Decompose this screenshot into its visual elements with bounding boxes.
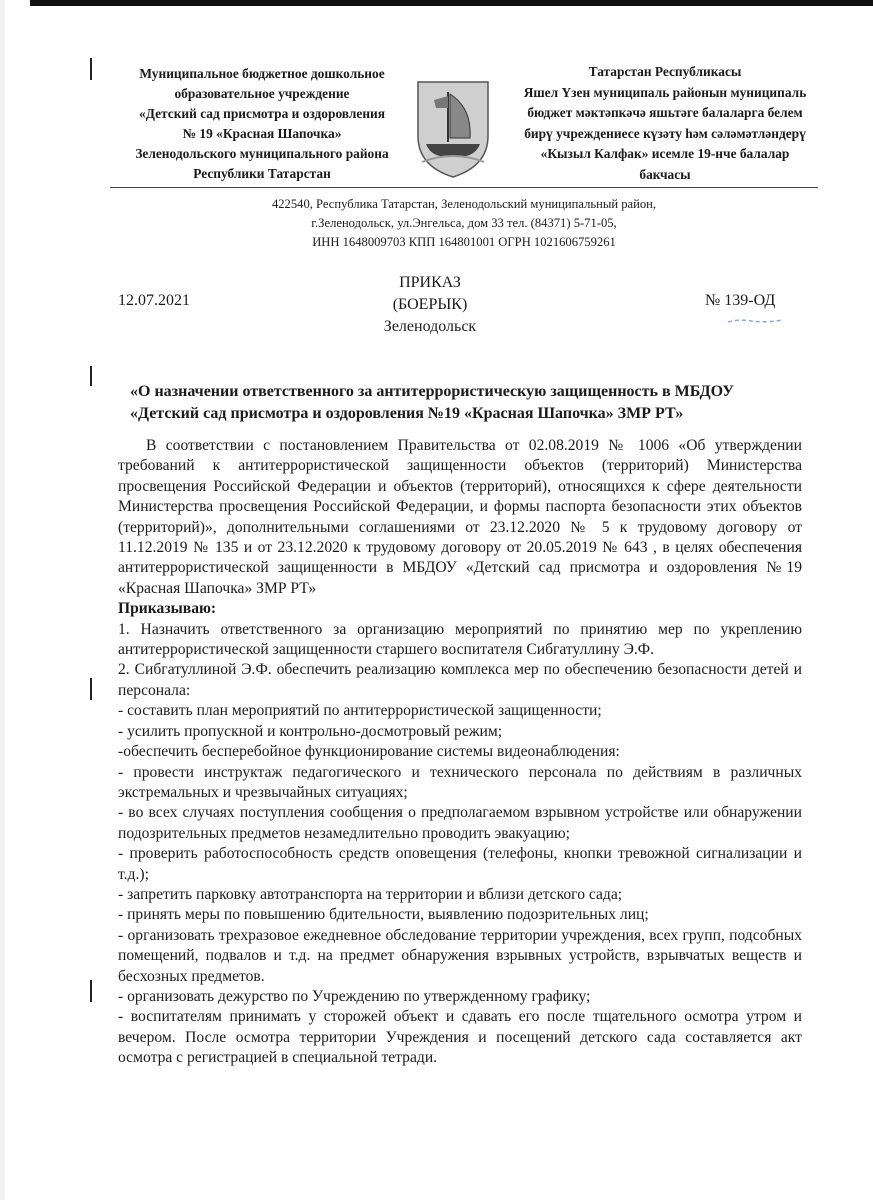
header-left-line: Зеленодольского муниципального района	[135, 146, 389, 161]
order-subject	[130, 381, 810, 425]
address-block	[110, 195, 818, 252]
order-item: - во всех случаях поступления сообщения о предполагаемом взрывном устройстве или обнаружении подозрительных предметов незамедлительно проводить эвакуацию;	[118, 804, 802, 842]
order-item: - запретить парковку автотранспорта на территории и вблизи детского сада;	[118, 885, 623, 903]
header-right-line: Татарстан Республикасы	[588, 64, 742, 79]
order-item: - принять меры по повышению бдительности, выявлению подозрительных лиц;	[118, 906, 649, 924]
order-title: ПРИКАЗ	[399, 274, 461, 291]
order-item: - воспитателям принимать у сторожей объект и сдавать его после тщательного осмотра утром и вечером. После осмотра территории Учреждения и посещений детского сада составляется акт осмотра с регистрацией в специальной тетради.	[118, 1008, 802, 1067]
order-number: № 139-ОД	[705, 292, 776, 309]
scan-left-edge	[0, 0, 5, 1200]
order-directive: Приказываю:	[118, 600, 217, 618]
subject-line: «О назначении ответственного за антитеррористическую защищенность в МБДОУ	[130, 383, 734, 400]
header-right-line: бакчасы	[639, 166, 691, 182]
order-item: -обеспечить бесперебойное функционирование системы видеонаблюдения:	[118, 743, 620, 761]
order-item: 1. Назначить ответственного за организацию мероприятий по принятию мер по укреплению антитеррористической защищенности старшего воспитателя Сибгатуллину Э.Ф.	[118, 620, 802, 659]
header-left-line: «Детский сад присмотра и оздоровления	[139, 106, 385, 121]
order-item: - организовать трехразовое ежедневное обследование территории учреждения, всех групп, подсобных помещений, подвалов и т.д. на предмет обнаружения взрывных устройств, взрывчатых веществ и бесхозных предметов.	[118, 926, 802, 985]
header-divider	[110, 187, 818, 188]
order-item: 2. Сибгатуллиной Э.Ф. обеспечить реализацию комплекса мер по обеспечению безопасности детей и персонала:	[118, 661, 802, 699]
organization-name-russian	[112, 64, 412, 184]
header-left-line: Республики Татарстан	[193, 166, 331, 181]
order-date: 12.07.2021	[118, 292, 190, 309]
order-item: - организовать дежурство по Учреждению по утвержденному графику;	[118, 987, 591, 1005]
header-right-line: бирү учреждениесе күзәту һәм сәләмәтләндерү	[524, 125, 806, 141]
order-heading	[320, 272, 540, 338]
header-right-line: бюджет мәктәпкәчә яшьтәге балаларга белем	[527, 105, 803, 120]
intro-paragraph: В соответствии с постановлением Правительства от 02.08.2019 № 1006 «Об утверждении требований к антитеррористической защищенности объектов (территорий) Министерства просвещения Российской Федерации и объектов (территорий), относящихся к сфере деятельности Министерства просвещения Российской Федерации, и формы паспорта безопасности этих объектов (территорий)», дополнительными соглашениями от 23.12.2020 № 5 к трудовому договору от 11.12.2019 № 135 и от 23.12.2020 к трудовому договору от 20.05.2019 № 643 , в целях обеспечения антитеррористической защищенности в МБДОУ «Детский сад присмотра и оздоровления №19 «Красная Шапочка» ЗМР РТ»	[118, 437, 802, 597]
order-city: Зеленодольск	[383, 318, 477, 335]
address-line: 422540, Республика Татарстан, Зеленодольский муниципальный район,	[271, 197, 657, 211]
address-line: г.Зеленодольск, ул.Энгельса, дом 33 тел. (84371) 5-71-05,	[311, 216, 617, 230]
order-item: - составить план мероприятий по антитеррористической защищенности;	[118, 702, 602, 720]
order-title-tatar: (БОЕРЫК)	[392, 296, 468, 313]
organization-name-tatar	[500, 62, 830, 185]
subject-line: «Детский сад присмотра и оздоровления №19 «Красная Шапочка» ЗМР РТ»	[130, 405, 684, 422]
ink-mark	[728, 318, 783, 324]
coat-of-arms-emblem	[414, 78, 492, 180]
order-body	[118, 436, 802, 1069]
header-left-line: образовательное учреждение	[174, 86, 350, 101]
address-line: ИНН 1648009703 КПП 164801001 ОГРН 1021606759261	[312, 235, 616, 249]
header-right-line: Яшел Үзен муниципаль районын муниципаль	[523, 84, 807, 100]
margin-mark	[90, 366, 92, 386]
header-left-line: Муниципальное бюджетное дошкольное	[139, 66, 385, 81]
order-item: - провести инструктаж педагогического и технического персонала по действиям в различных экстремальных и чрезвычайных ситуациях;	[118, 763, 802, 801]
margin-mark	[90, 58, 92, 80]
scan-top-border	[30, 0, 873, 6]
margin-mark	[90, 980, 92, 1002]
header-left-line: № 19 «Красная Шапочка»	[182, 126, 342, 141]
order-item: - усилить пропускной и контрольно-досмотровый режим;	[118, 722, 503, 740]
order-item: - проверить работоспособность средств оповещения (телефоны, кнопки тревожной сигнализации и т.д.);	[118, 845, 802, 883]
margin-mark	[90, 678, 92, 700]
header-right-line: «Кызыл Калфак» исемле 19-нче балалар	[540, 146, 790, 161]
